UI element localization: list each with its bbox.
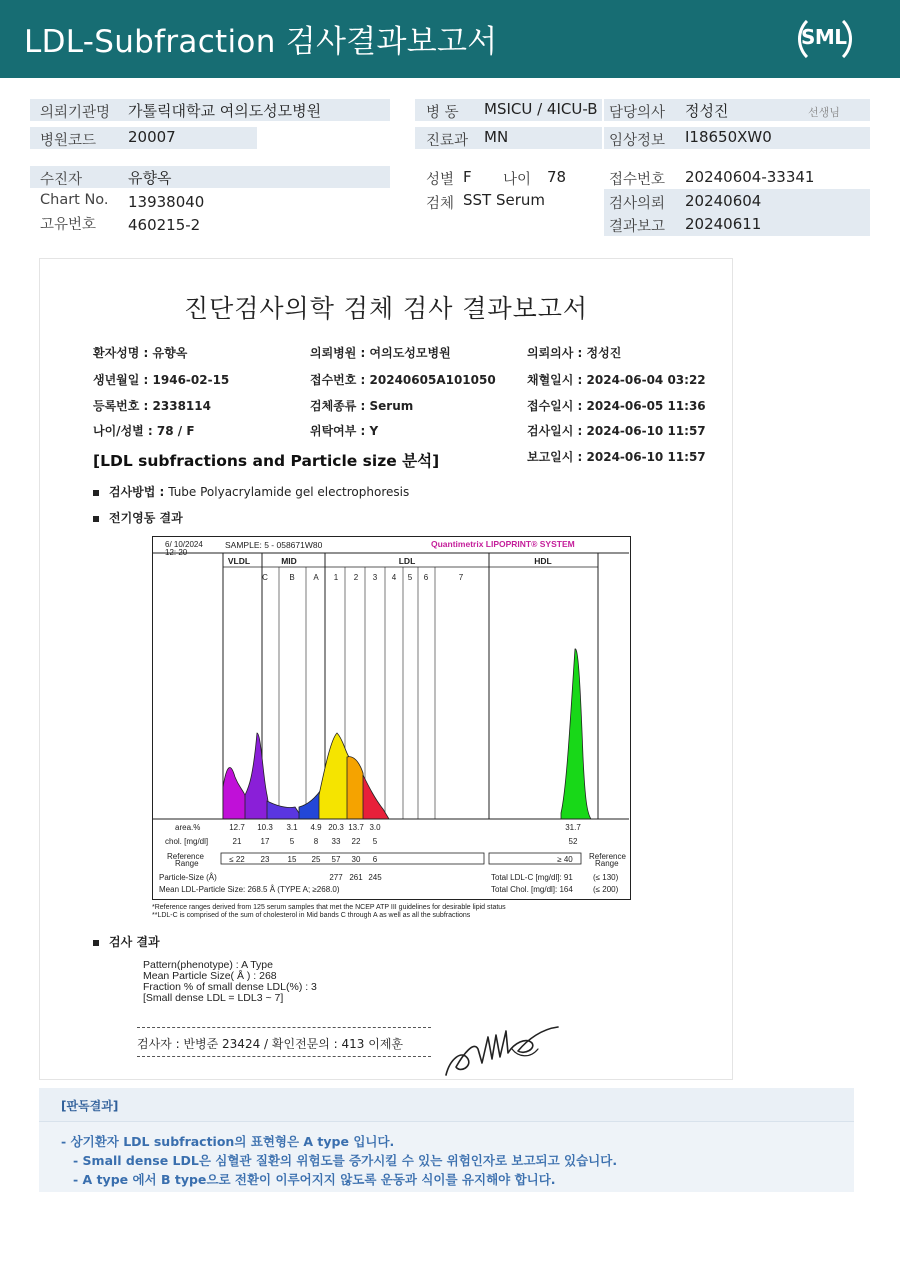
result-3: Fraction % of small dense LDL(%) : 3: [143, 981, 317, 993]
method-label: 검사방법 :: [109, 485, 165, 499]
electrophoresis-chart: [152, 536, 631, 900]
chart-no-value: 13938040: [128, 193, 205, 211]
field-reported: 보고일시 : 2024-06-10 11:57: [527, 450, 706, 464]
judgement-line-1: - 상기환자 LDL subfraction의 표현형은 A type 입니다.: [61, 1134, 395, 1149]
ward-value: MSICU / 4ICU-B: [484, 100, 598, 118]
result-line: [93, 933, 160, 950]
peak-mid-b: [267, 801, 303, 819]
ref-value-hdl: ≥ 40: [557, 855, 573, 864]
row-label-ref-1: Reference: [167, 852, 204, 861]
specimen-label: 검체: [426, 196, 455, 212]
peak-hdl: [561, 649, 591, 819]
result-4: [Small dense LDL = LDL3 ~ 7]: [143, 992, 284, 1004]
result-1: Pattern(phenotype) : A Type: [143, 959, 273, 971]
chol-value-c: 17: [260, 837, 270, 846]
page-title: LDL-Subfraction 검사결과보고서: [24, 24, 498, 60]
dept-value: MN: [484, 128, 509, 146]
unique-no-label: 고유번호: [40, 217, 97, 233]
result-label: 검사 결과: [109, 935, 160, 949]
clinical-value: I18650XW0: [685, 128, 772, 146]
area-value-a: 4.9: [310, 823, 322, 832]
ward-label: 병 동: [426, 105, 459, 121]
judgement-body: [39, 1122, 854, 1192]
group-label-vldl: VLDL: [227, 556, 251, 566]
band-label-2: 2: [353, 573, 359, 582]
field-agesex: 나이/성별 : 78 / F: [93, 424, 195, 438]
req-org-value: 가톨릭대학교 여의도성모병원: [128, 102, 322, 120]
sml-logo: [798, 12, 854, 66]
psize-value-3: 245: [368, 873, 382, 882]
band-label-5: 5: [407, 573, 413, 582]
total-ldl-ref: (≤ 130): [593, 873, 619, 882]
signer-text: 검사자 : 반병준 23424 / 확인전문의 : 413 이제훈: [137, 1037, 404, 1051]
total-chol-ref: (≤ 200): [593, 885, 619, 894]
doctor-label: 담당의사: [609, 105, 666, 121]
area-value-vldl: 12.7: [229, 823, 245, 832]
chol-value-1: 33: [331, 837, 341, 846]
row-label-area: area.%: [175, 823, 201, 832]
electro-label: 전기영동 결과: [109, 511, 183, 525]
band-label-b: B: [289, 573, 295, 582]
chart-sample: SAMPLE: 5 - 058671W80: [225, 540, 323, 550]
request-label: 검사의뢰: [609, 196, 666, 212]
unique-no-value: 460215-2: [128, 216, 201, 234]
ref-value-b: 15: [287, 855, 297, 864]
group-label-hdl: HDL: [534, 556, 552, 566]
chol-value-vldl: 21: [232, 837, 242, 846]
specimen-value: SST Serum: [463, 191, 546, 209]
ref-value-vldl: ≤ 22: [229, 855, 245, 864]
ref-value-c: 23: [260, 855, 270, 864]
note-2: **LDL-C is comprised of the sum of cholesterol in Mid bands C through A as well as all the subfractions: [152, 912, 471, 919]
signer-rule-bottom: [137, 1056, 431, 1057]
area-value-c: 10.3: [257, 823, 273, 832]
sex-value: F: [463, 168, 472, 186]
field-name: 환자성명 : 유향옥: [93, 346, 188, 360]
report-label: 결과보고: [609, 219, 666, 235]
row-label-ref-2: Range: [175, 859, 199, 868]
field-birth: 생년월일 : 1946-02-15: [93, 373, 230, 387]
ref-value-3: 6: [372, 855, 378, 864]
band-label-7: 7: [458, 573, 464, 582]
receipt-label: 접수번호: [609, 172, 666, 188]
hosp-code-value: 20007: [128, 128, 176, 146]
field-doc: 의뢰의사 : 정성진: [527, 346, 622, 360]
judgement-line-3: - A type 에서 B type으로 전환이 이루어지지 않도록 운동과 식이를 유지해야 합니다.: [73, 1172, 556, 1187]
section-title: [LDL subfractions and Particle size 분석]: [93, 452, 440, 470]
request-value: 20240604: [685, 192, 762, 210]
field-consign: 위탁여부 : Y: [310, 424, 379, 438]
report-title: 진단검사의학 검체 검사 결과보고서: [183, 294, 589, 323]
signature-image: [438, 1019, 563, 1081]
note-1: *Reference ranges derived from 125 serum samples that met the NCEP ATP III guidelines for desirable lipid status: [152, 904, 506, 911]
ref-side-label-2: Range: [595, 859, 619, 868]
chol-value-b: 5: [289, 837, 295, 846]
judgement-title: [판독결과]: [61, 1099, 119, 1113]
band-label-a: A: [313, 573, 319, 582]
group-label-mid: MID: [281, 556, 297, 566]
row-label-chol: chol. [mg/dl]: [165, 837, 209, 846]
row-label-psize: Particle-Size (Å): [159, 873, 217, 882]
group-label-ldl: LDL: [398, 556, 416, 566]
chol-value-3: 5: [372, 837, 378, 846]
field-spec: 검체종류 : Serum: [310, 399, 414, 413]
chart-brand: Quantimetrix LIPOPRINT® SYSTEM: [431, 539, 575, 549]
band-label-4: 4: [391, 573, 397, 582]
band-label-c: C: [262, 573, 268, 582]
field-regno: 등록번호 : 2338114: [93, 399, 211, 413]
patient-row: [30, 166, 390, 188]
band-label-3: 3: [372, 573, 378, 582]
chart-date: 6/ 10/2024: [165, 540, 203, 549]
band-label-6: 6: [423, 573, 429, 582]
electro-line: [93, 509, 183, 526]
chart-dividers: [223, 553, 598, 819]
signer-rule-top: [137, 1027, 431, 1028]
result-2: Mean Particle Size( Å ) : 268: [143, 970, 277, 982]
area-value-1: 20.3: [328, 823, 344, 832]
chart-peaks: [223, 649, 591, 819]
method-value: Tube Polyacrylamide gel electrophoresis: [168, 485, 410, 499]
ref-value-a: 25: [311, 855, 321, 864]
field-tested: 검사일시 : 2024-06-10 11:57: [527, 424, 706, 438]
field-recno: 접수번호 : 20240605A101050: [310, 373, 496, 387]
clinical-label: 임상정보: [609, 133, 666, 149]
ref-value-1: 57: [331, 855, 341, 864]
total-ldl: Total LDL-C [mg/dl]: 91: [491, 873, 573, 882]
dept-label: 진료과: [426, 133, 469, 149]
area-value-b: 3.1: [286, 823, 298, 832]
ref-side-label-1: Reference: [589, 852, 626, 861]
receipt-value: 20240604-33341: [685, 168, 815, 186]
method-line: [93, 483, 409, 500]
sex-label: 성별: [426, 172, 455, 188]
area-value-3: 3.0: [369, 823, 381, 832]
field-org: 의뢰병원 : 여의도성모병원: [310, 346, 451, 360]
judgement-header: [39, 1088, 854, 1122]
chart-time: 12: 20: [165, 548, 188, 557]
field-collect: 채혈일시 : 2024-06-04 03:22: [527, 373, 706, 387]
doctor-value: 정성진: [685, 102, 729, 120]
patient-label: 수진자: [40, 172, 83, 188]
report-card: [39, 258, 733, 1080]
report-value: 20240611: [685, 215, 762, 233]
ref-value-2: 30: [351, 855, 361, 864]
header-bar: [0, 0, 900, 78]
age-label: 나이: [503, 172, 532, 188]
psize-value-2: 261: [349, 873, 363, 882]
total-chol: Total Chol. [mg/dl]: 164: [491, 885, 573, 894]
row-label-mean: Mean LDL-Particle Size: 268.5 Å (TYPE A; ≥268.0): [159, 885, 340, 894]
req-org-label: 의뢰기관명: [40, 105, 111, 121]
peak-ldl-1: [319, 733, 351, 819]
psize-value-1: 277: [329, 873, 343, 882]
chart-no-label: Chart No.: [40, 192, 109, 208]
chol-value-a: 8: [313, 837, 319, 846]
area-value-2: 13.7: [348, 823, 364, 832]
band-label-1: 1: [333, 573, 339, 582]
hosp-code-label: 병원코드: [40, 133, 97, 149]
patient-value: 유향옥: [128, 169, 172, 187]
age-value: 78: [547, 168, 567, 186]
chol-value-2: 22: [351, 837, 361, 846]
chol-value-hdl: 52: [568, 837, 578, 846]
area-value-hdl: 31.7: [565, 823, 581, 832]
judgement-line-2: - Small dense LDL은 심혈관 질환의 위험도를 증가시킬 수 있는 위험인자로 보고되고 있습니다.: [73, 1153, 618, 1168]
field-received: 접수일시 : 2024-06-05 11:36: [527, 399, 706, 413]
doctor-suffix: 선생님: [808, 106, 840, 119]
logo-text: SML: [801, 25, 847, 49]
